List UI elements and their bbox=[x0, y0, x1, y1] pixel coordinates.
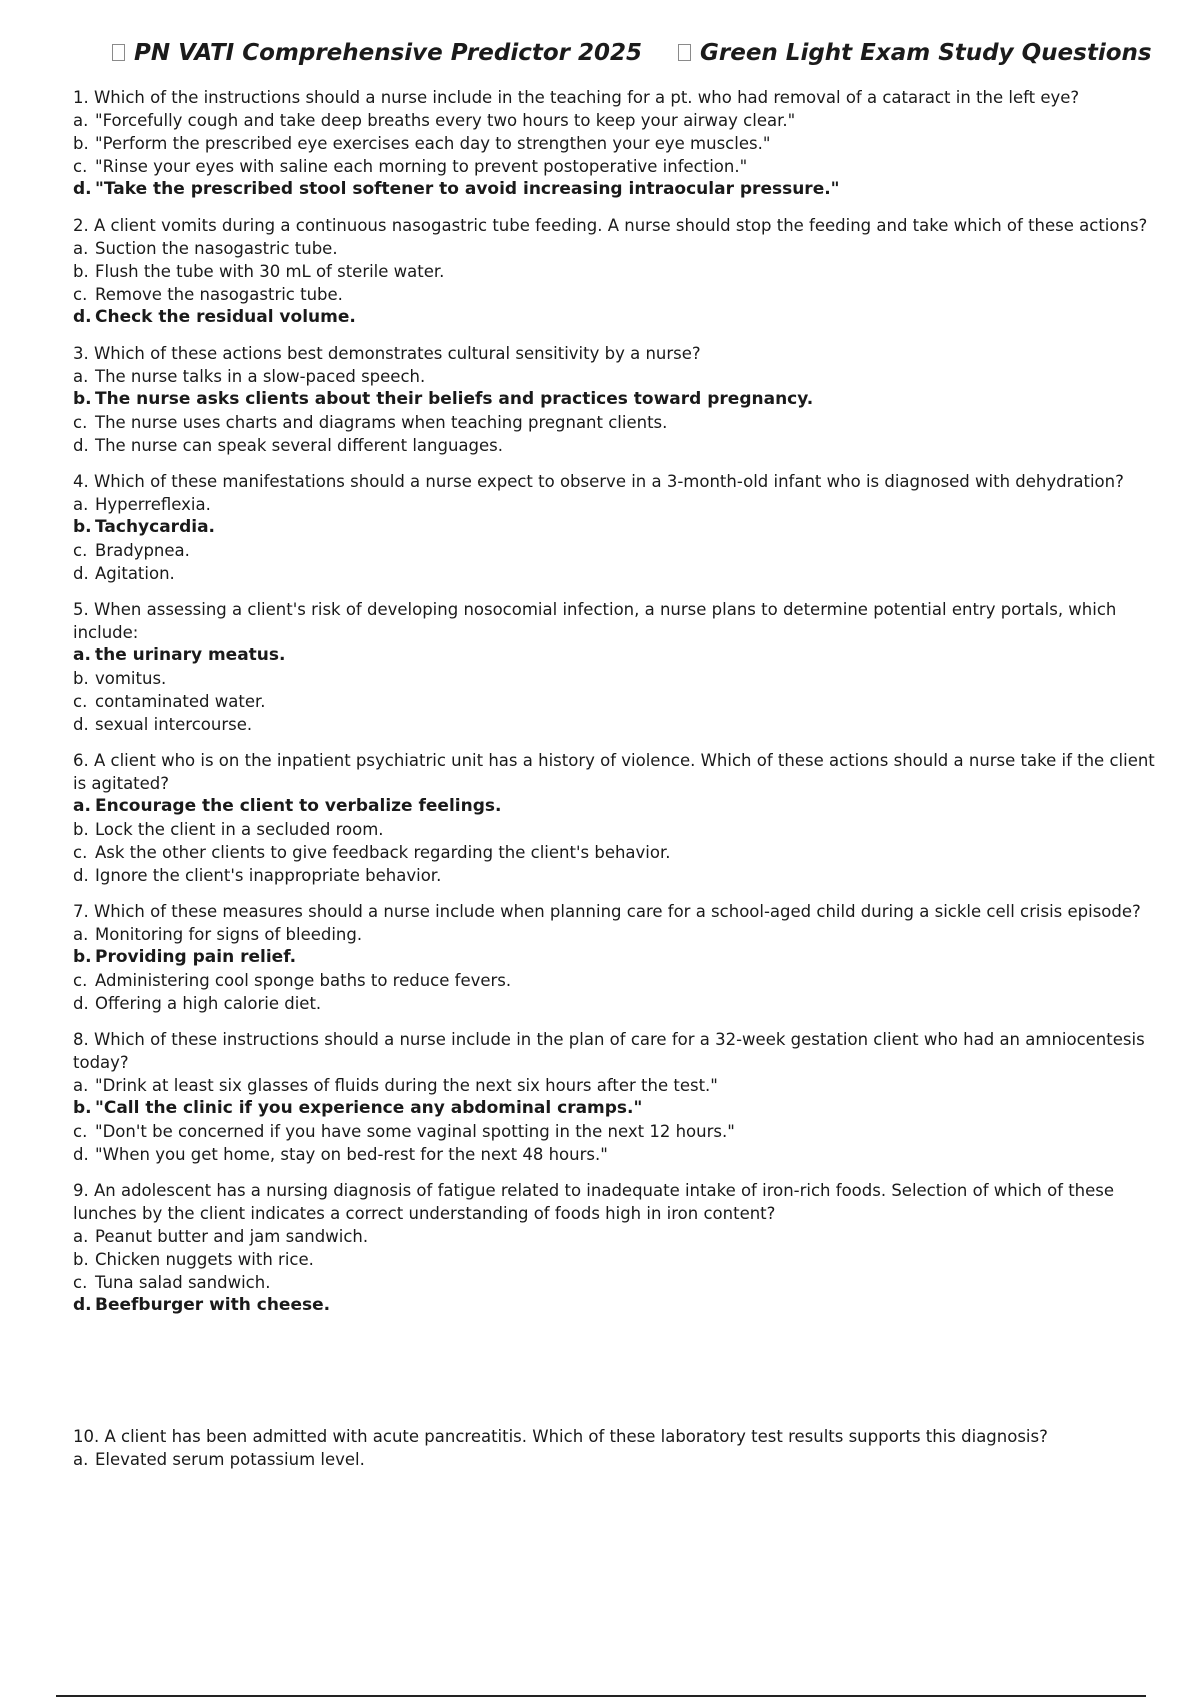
question-list bbox=[73, 86, 1173, 1484]
answer-option bbox=[73, 1271, 1173, 1294]
question-stem: 9. An adolescent has a nursing diagnosis of fatigue related to inadequate intake of iron-rich foods. Selection of which of these lunches by the client indicates a correct understanding of foods high in iron content? bbox=[73, 1181, 1115, 1223]
option-letter: a. bbox=[73, 111, 89, 130]
question-5 bbox=[73, 598, 1173, 736]
option-letter: c. bbox=[73, 541, 88, 560]
option-letter: a. bbox=[73, 925, 89, 944]
option-letter: d. bbox=[73, 307, 92, 327]
option-text: The nurse asks clients about their beliefs and practices toward pregnancy. bbox=[95, 389, 814, 409]
option-letter: b. bbox=[73, 262, 89, 281]
question-10 bbox=[73, 1425, 1173, 1471]
answer-option-correct bbox=[73, 1294, 1173, 1317]
box-icon bbox=[112, 44, 125, 61]
question-3 bbox=[73, 342, 1173, 457]
answer-option bbox=[73, 1448, 1173, 1471]
footer-divider bbox=[56, 1695, 1146, 1697]
answer-option bbox=[73, 155, 1173, 178]
question-7 bbox=[73, 900, 1173, 1015]
option-letter: b. bbox=[73, 669, 89, 688]
option-text: Beefburger with cheese. bbox=[95, 1295, 331, 1315]
question-1 bbox=[73, 86, 1173, 201]
option-letter: c. bbox=[73, 157, 88, 176]
option-letter: b. bbox=[73, 1250, 89, 1269]
answer-option bbox=[73, 434, 1173, 457]
box-icon bbox=[678, 44, 691, 61]
option-letter: a. bbox=[73, 239, 89, 258]
option-letter: c. bbox=[73, 692, 88, 711]
answer-option-correct bbox=[73, 516, 1173, 539]
answer-option bbox=[73, 923, 1173, 946]
question-stem: 5. When assessing a client's risk of developing nosocomial infection, a nurse plans to determine potential entry portals, which include: bbox=[73, 600, 1117, 642]
option-text: "Call the clinic if you experience any abdominal cramps." bbox=[95, 1098, 643, 1118]
option-letter: a. bbox=[73, 367, 89, 386]
option-text: "Don't be concerned if you have some vaginal spotting in the next 12 hours." bbox=[95, 1122, 735, 1141]
option-letter: c. bbox=[73, 1122, 88, 1141]
option-text: the urinary meatus. bbox=[95, 645, 286, 665]
answer-option bbox=[73, 1120, 1173, 1143]
option-letter: d. bbox=[73, 436, 89, 455]
answer-option bbox=[73, 283, 1173, 306]
option-letter: d. bbox=[73, 1295, 92, 1315]
question-9 bbox=[73, 1179, 1173, 1317]
option-text: vomitus. bbox=[95, 669, 167, 688]
option-text: Encourage the client to verbalize feelings. bbox=[95, 796, 502, 816]
answer-option-correct bbox=[73, 946, 1173, 969]
answer-option-correct bbox=[73, 795, 1173, 818]
option-letter: b. bbox=[73, 947, 92, 967]
answer-option bbox=[73, 1143, 1173, 1166]
option-text: Peanut butter and jam sandwich. bbox=[95, 1227, 369, 1246]
option-letter: d. bbox=[73, 715, 89, 734]
answer-option bbox=[73, 132, 1173, 155]
option-letter: a. bbox=[73, 645, 91, 665]
question-stem: 2. A client vomits during a continuous nasogastric tube feeding. A nurse should stop the feeding and take which of these actions? bbox=[73, 216, 1148, 235]
option-letter: c. bbox=[73, 971, 88, 990]
option-text: "Forcefully cough and take deep breaths every two hours to keep your airway clear." bbox=[95, 111, 796, 130]
answer-option bbox=[73, 1225, 1173, 1248]
answer-option bbox=[73, 818, 1173, 841]
option-letter: d. bbox=[73, 866, 89, 885]
answer-option-correct bbox=[73, 306, 1173, 329]
option-text: Tachycardia. bbox=[95, 517, 215, 537]
answer-option-correct bbox=[73, 644, 1173, 667]
option-text: The nurse talks in a slow-paced speech. bbox=[95, 367, 426, 386]
page-header bbox=[0, 40, 1200, 80]
question-stem: 4. Which of these manifestations should a nurse expect to observe in a 3-month-old infant who is diagnosed with dehydration? bbox=[73, 472, 1124, 491]
option-letter: c. bbox=[73, 843, 88, 862]
answer-option bbox=[73, 493, 1173, 516]
option-letter: a. bbox=[73, 1227, 89, 1246]
answer-option bbox=[73, 411, 1173, 434]
option-text: Monitoring for signs of bleeding. bbox=[95, 925, 363, 944]
question-stem: 8. Which of these instructions should a nurse include in the plan of care for a 32-week gestation client who had an amniocentesis today? bbox=[73, 1030, 1145, 1072]
option-text: The nurse uses charts and diagrams when teaching pregnant clients. bbox=[95, 413, 668, 432]
header-title-right bbox=[678, 40, 1152, 66]
option-text: "When you get home, stay on bed-rest for the next 48 hours." bbox=[95, 1145, 608, 1164]
answer-option bbox=[73, 969, 1173, 992]
option-text: Agitation. bbox=[95, 564, 175, 583]
option-text: Hyperreflexia. bbox=[95, 495, 211, 514]
option-text: Flush the tube with 30 mL of sterile water. bbox=[95, 262, 445, 281]
header-title-left-text: PN VATI Comprehensive Predictor 2025 bbox=[134, 40, 643, 66]
answer-option-correct bbox=[73, 388, 1173, 411]
option-text: Administering cool sponge baths to reduce fevers. bbox=[95, 971, 512, 990]
option-text: Chicken nuggets with rice. bbox=[95, 1250, 314, 1269]
option-letter: d. bbox=[73, 1145, 89, 1164]
answer-option bbox=[73, 1248, 1173, 1271]
answer-option bbox=[73, 260, 1173, 283]
question-6 bbox=[73, 749, 1173, 887]
option-letter: b. bbox=[73, 389, 92, 409]
option-letter: d. bbox=[73, 564, 89, 583]
question-stem: 10. A client has been admitted with acute pancreatitis. Which of these laboratory test results supports this diagnosis? bbox=[73, 1427, 1048, 1446]
answer-option bbox=[73, 667, 1173, 690]
question-stem: 6. A client who is on the inpatient psychiatric unit has a history of violence. Which of these actions should a nurse take if the client is agitated? bbox=[73, 751, 1155, 793]
option-letter: d. bbox=[73, 179, 92, 199]
option-text: sexual intercourse. bbox=[95, 715, 253, 734]
option-letter: c. bbox=[73, 1273, 88, 1292]
answer-option bbox=[73, 539, 1173, 562]
option-text: Check the residual volume. bbox=[95, 307, 356, 327]
option-text: Lock the client in a secluded room. bbox=[95, 820, 384, 839]
option-text: "Take the prescribed stool softener to avoid increasing intraocular pressure." bbox=[95, 179, 840, 199]
option-letter: a. bbox=[73, 495, 89, 514]
option-text: Suction the nasogastric tube. bbox=[95, 239, 338, 258]
answer-option-correct bbox=[73, 1097, 1173, 1120]
answer-option bbox=[73, 562, 1173, 585]
question-8 bbox=[73, 1028, 1173, 1166]
answer-option bbox=[73, 690, 1173, 713]
option-letter: c. bbox=[73, 285, 88, 304]
option-letter: b. bbox=[73, 134, 89, 153]
question-4 bbox=[73, 470, 1173, 585]
option-letter: d. bbox=[73, 994, 89, 1013]
option-text: Offering a high calorie diet. bbox=[95, 994, 322, 1013]
question-stem: 3. Which of these actions best demonstrates cultural sensitivity by a nurse? bbox=[73, 344, 701, 363]
header-title-right-text: Green Light Exam Study Questions bbox=[700, 40, 1152, 66]
option-text: Tuna salad sandwich. bbox=[95, 1273, 271, 1292]
option-text: "Drink at least six glasses of fluids during the next six hours after the test." bbox=[95, 1076, 718, 1095]
option-letter: b. bbox=[73, 517, 92, 537]
option-text: Bradypnea. bbox=[95, 541, 190, 560]
option-text: "Perform the prescribed eye exercises each day to strengthen your eye muscles." bbox=[95, 134, 771, 153]
answer-option bbox=[73, 841, 1173, 864]
answer-option bbox=[73, 109, 1173, 132]
answer-option-correct bbox=[73, 178, 1173, 201]
answer-option bbox=[73, 864, 1173, 887]
answer-option bbox=[73, 365, 1173, 388]
question-2 bbox=[73, 214, 1173, 329]
question-stem: 1. Which of the instructions should a nurse include in the teaching for a pt. who had removal of a cataract in the left eye? bbox=[73, 88, 1080, 107]
option-text: Ask the other clients to give feedback regarding the client's behavior. bbox=[95, 843, 671, 862]
answer-option bbox=[73, 992, 1173, 1015]
option-text: Ignore the client's inappropriate behavior. bbox=[95, 866, 442, 885]
option-letter: b. bbox=[73, 1098, 92, 1118]
option-letter: c. bbox=[73, 413, 88, 432]
question-stem: 7. Which of these measures should a nurse include when planning care for a school-aged child during a sickle cell crisis episode? bbox=[73, 902, 1141, 921]
option-text: Elevated serum potassium level. bbox=[95, 1450, 365, 1469]
answer-option bbox=[73, 713, 1173, 736]
option-text: "Rinse your eyes with saline each morning to prevent postoperative infection." bbox=[95, 157, 748, 176]
option-letter: b. bbox=[73, 820, 89, 839]
answer-option bbox=[73, 1074, 1173, 1097]
option-letter: a. bbox=[73, 1450, 89, 1469]
option-text: contaminated water. bbox=[95, 692, 266, 711]
option-text: Providing pain relief. bbox=[95, 947, 297, 967]
option-text: Remove the nasogastric tube. bbox=[95, 285, 343, 304]
option-letter: a. bbox=[73, 1076, 89, 1095]
header-title-left bbox=[112, 40, 642, 66]
option-text: The nurse can speak several different languages. bbox=[95, 436, 504, 455]
answer-option bbox=[73, 237, 1173, 260]
option-letter: a. bbox=[73, 796, 91, 816]
